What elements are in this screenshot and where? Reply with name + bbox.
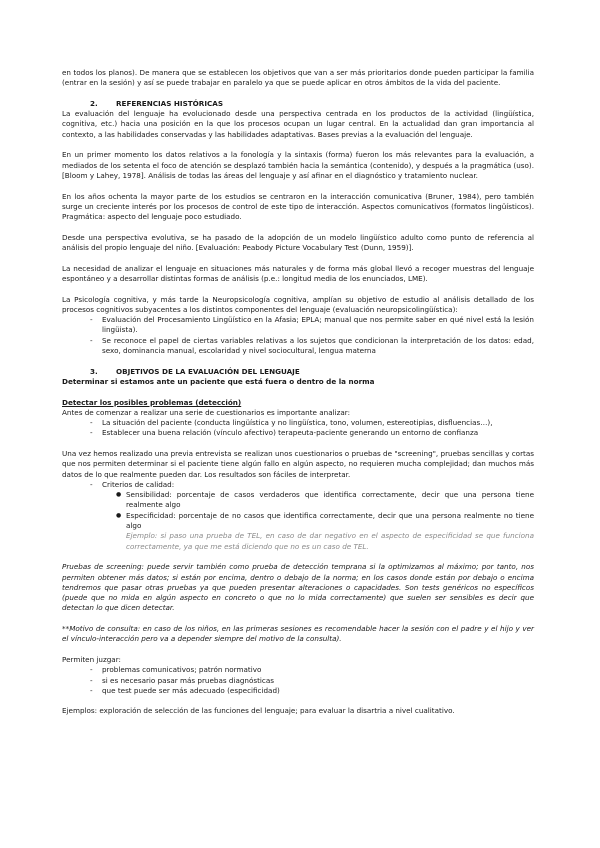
list-item: - que test puede ser más adecuado (especificidad): [90, 685, 280, 695]
criteria-bullet-list: [62, 490, 534, 531]
detect-title: Detectar los posibles problemas (detección): [62, 397, 242, 407]
screening-italic-paragraph: Pruebas de screening: puede servir también como prueba de detección temprana si la optimizamos al máximo; por tanto, nos permiten obtener más datos; si están por encima, dentro o debajo de la norma; en los casos donde están por debajo o encima tendremos que pasar otras pruebas ya que pueden presentar alteraciones o capacidades. Son tests genéricos no específicos (puede que no mida en algún aspecto en concreto o que no lo mida correctamente) que suelen ser sensibles es decir que detectan lo que dicen detectar.: [62, 562, 534, 613]
document-page: [62, 68, 534, 717]
section-2-paragraph-1: La evaluación del lenguaje ha evolucionado desde una perspectiva centrada en los productos de la actividad (lingüística, cognitiva, etc.) hacia una posición en la que los procesos ocupan un lugar central. En la actualidad dan gran importancia al contexto, a las habilidades conservadas y las habilidades adaptativas. Bases previas a la evaluación del lenguaje.: [62, 109, 534, 139]
example-note: Ejemplo: si paso una prueba de TEL, en caso de dar negativo en el aspecto de especificidad se que funciona correctamente, ya que me está diciendo que no es un caso de TEL.: [126, 531, 534, 551]
list-item: - si es necesario pasar más pruebas diagnósticas: [90, 675, 275, 685]
list-item: ● Sensibilidad: porcentaje de casos verdaderos que identifica correctamente, decir que una persona tiene realmente algo: [116, 490, 534, 510]
section-2-paragraph-3: En los años ochenta la mayor parte de los estudios se centraron en la interacción comunicativa (Bruner, 1984), pero también surge un creciente interés por los procesos de control de este tipo de interacción. Aspectos comunicativos (formatos lingüísticos). Pragmática: aspecto del lenguaje poco estudiado.: [62, 191, 534, 222]
section-3-title: OBJETIVOS DE LA EVALUACIÓN DEL LENGUAJE: [116, 366, 300, 376]
section-2-number: 2.: [90, 98, 98, 108]
screening-paragraph: Una vez hemos realizado una previa entrevista se realizan unos cuestionarios o pruebas de "screening", pruebas sencillas y cortas que nos permiten determinar si el paciente tiene algún fallo en algún aspecto, no requieren mucha complejidad; dan muchos más datos de lo que realmente pueden dar. Los resultados son fáciles de interpretar.: [62, 448, 534, 479]
judge-bullet-list: [62, 665, 534, 696]
list-item: - problemas comunicativos; patrón normativo: [90, 665, 262, 675]
bullet-dot-icon: ●: [116, 491, 122, 499]
section-2-title: REFERENCIAS HISTÓRICAS: [116, 98, 224, 108]
section-2-bullet-list: [62, 315, 534, 356]
list-item: - La situación del paciente (conducta lingüística y no lingüística, tono, volumen, estereotipias, disfluencias…),: [90, 418, 493, 428]
detect-intro: Antes de comenzar a realizar una serie de cuestionarios es importante analizar:: [62, 407, 351, 417]
section-2-paragraph-6: La Psicología cognitiva, y más tarde la Neuropsicología cognitiva, amplían su objetivo de estudio al análisis detallado de los procesos cognitivos subyacentes a los distintos componentes del lenguaje (evaluación neuropsicolingüística):: [62, 294, 534, 314]
list-item: - Criterios de calidad:: [90, 479, 175, 489]
section-3-heading: [62, 367, 534, 377]
criteria-list: [62, 480, 534, 490]
section-2-paragraph-5: La necesidad de analizar el lenguaje en situaciones más naturales y de forma más global llevó a recoger muestras del lenguaje espontáneo y a desarrollar distintas formas de análisis (p.e.: longitud media de los enunciados, LME).: [62, 263, 534, 283]
section-2-paragraph-4: Desde una perspectiva evolutiva, se ha pasado de la adopción de un modelo lingüístico adulto como punto de referencia al análisis del propio lenguaje del niño. [Evaluación: Peabody Picture Vocabulary Test (Dunn, 1959)].: [62, 232, 534, 253]
list-item: ● Especificidad: porcentaje de no casos que identifica correctamente, decir que una persona realmente no tiene algo: [116, 510, 534, 531]
section-2-heading: [62, 99, 534, 109]
detect-bullet-list: [62, 418, 534, 439]
consultation-note: **Motivo de consulta: en caso de los niños, en las primeras sesiones es recomendable hacer la sesión con el padre y el hijo y ver el vínculo-interacción pero va a depender siempre del motivo de la consulta).: [62, 624, 534, 644]
list-item: - Establecer una buena relación (vínculo afectivo) terapeuta-paciente generando un entorno de confianza: [90, 428, 479, 438]
intro-paragraph: en todos los planos). De manera que se establecen los objetivos que van a ser más prioritarios donde pueden participar la familia (entrar en la sesión) y así se puede trabajar en paralelo ya que se puede aplicar en otros ámbitos de la vida del paciente.: [62, 68, 534, 88]
section-3-subtitle: Determinar si estamos ante un paciente que está fuera o dentro de la norma: [62, 376, 375, 386]
bullet-dot-icon: ●: [116, 511, 122, 519]
section-2-paragraph-2: En un primer momento los datos relativos a la fonología y la sintaxis (forma) fueron los más relevantes para la evaluación, a mediados de los setenta el foco de atención se desplazó también hacia la semántica (contenido), y después a la pragmática (uso). [Bloom y Lahey, 1978]. Análisis de todas las áreas del lenguaje y así afinar en el diagnóstico y tratamiento nuclear.: [62, 150, 534, 180]
section-3-number: 3.: [90, 366, 98, 376]
examples-paragraph: Ejemplos: exploración de selección de las funciones del lenguaje; para evaluar la disartria a nivel cualitativo.: [62, 706, 455, 716]
list-item: - Se reconoce el papel de ciertas variables relativas a los sujetos que condicionan la interpretación de los datos: edad, sexo, dominancia manual, escolaridad y nivel sociocultural, lengua materna: [90, 335, 534, 356]
judge-label: Permiten juzgar:: [62, 654, 121, 664]
list-item: - Evaluación del Procesamiento Lingüístico en la Afasia; EPLA; manual que nos permite saber en qué nivel está la lesión lingüista).: [90, 315, 534, 335]
